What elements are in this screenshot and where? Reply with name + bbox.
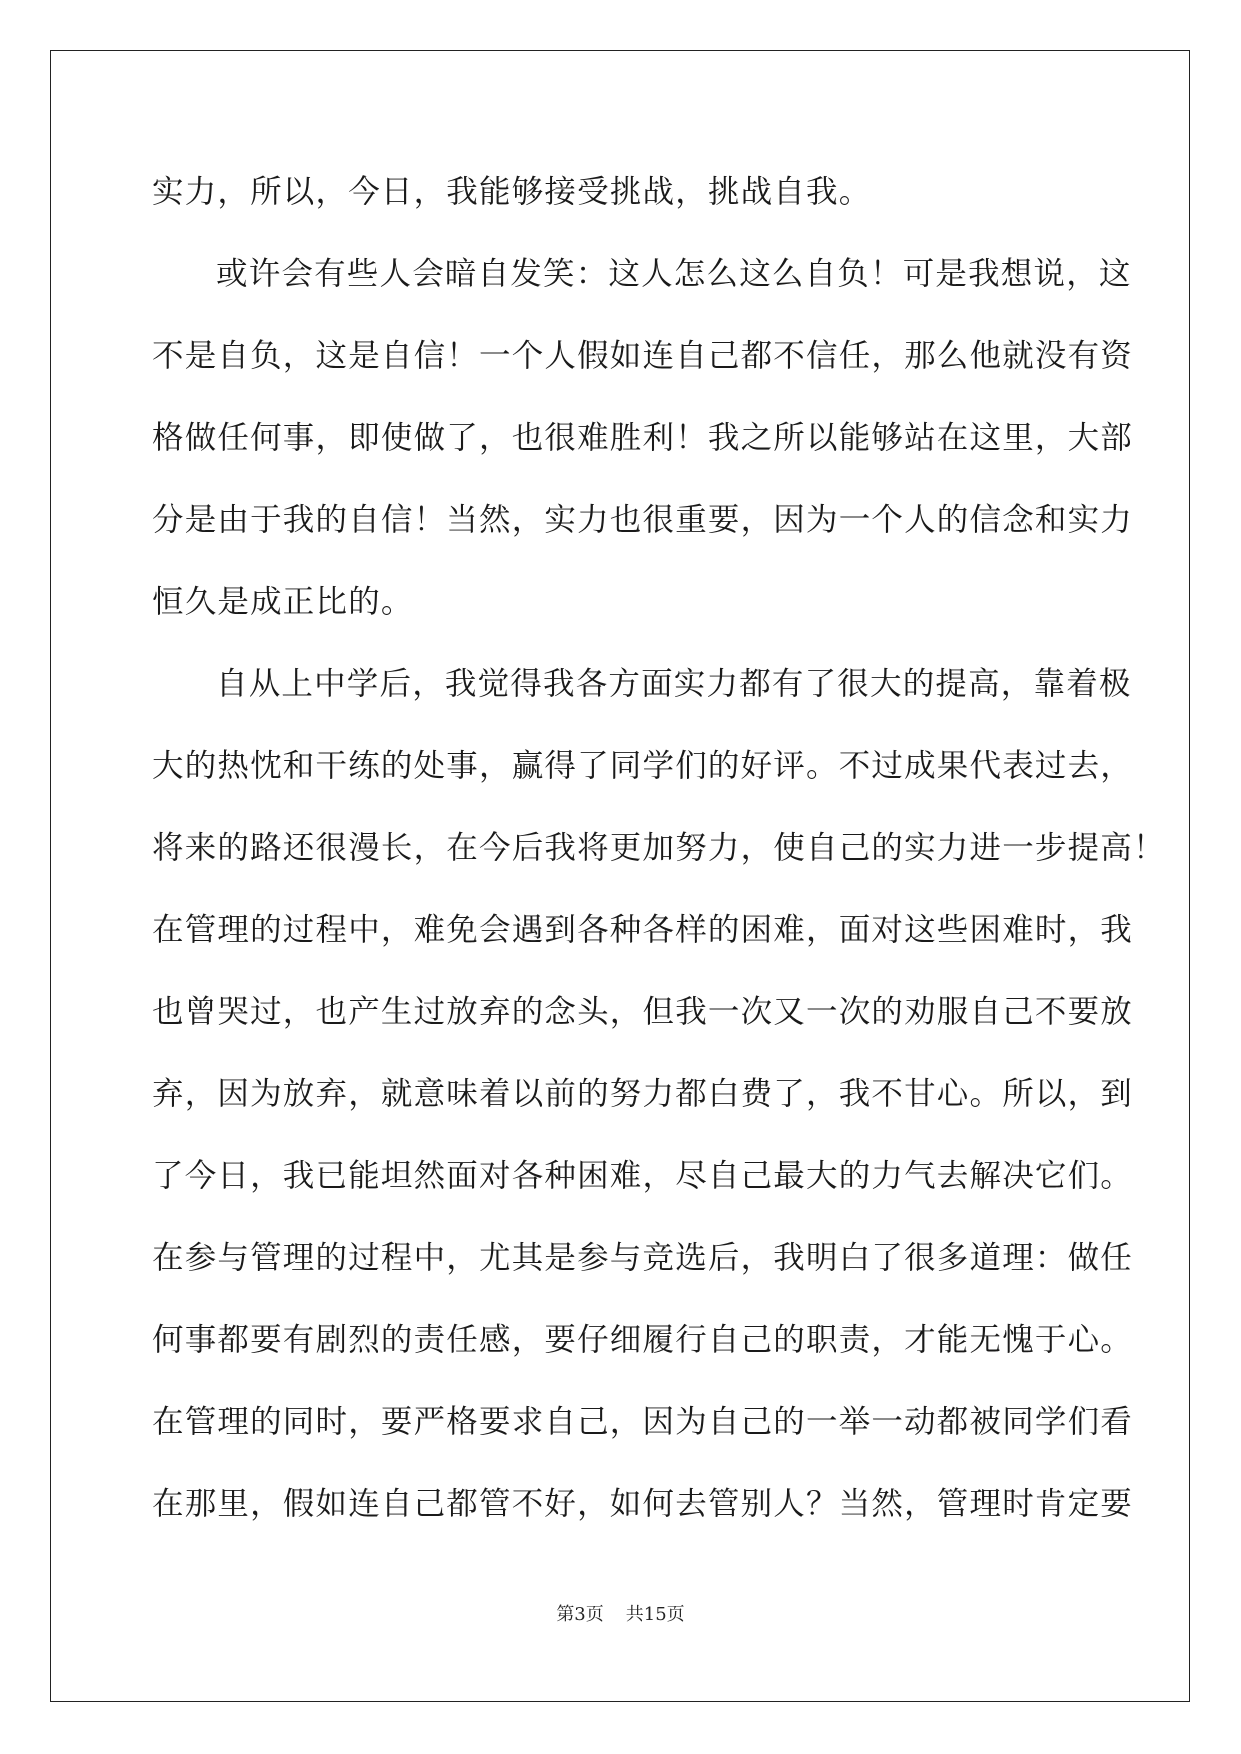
text-line: 也曾哭过，也产生过放弃的念头，但我一次又一次的劝服自己不要放 xyxy=(152,994,1134,1030)
text-line: 弃，因为放弃，就意味着以前的努力都白费了，我不甘心。所以，到 xyxy=(152,1076,1134,1112)
text-line: 将来的路还很漫长，在今后我将更加努力，使自己的实力进一步提高！ xyxy=(152,830,1166,866)
text-line: 不是自负，这是自信！一个人假如连自己都不信任，那么他就没有资 xyxy=(152,338,1134,374)
total-pages: 共15页 xyxy=(625,1604,685,1625)
text-line: 格做任何事，即使做了，也很难胜利！我之所以能够站在这里，大部 xyxy=(152,420,1134,456)
paragraph-first-line: 或许会有些人会暗自发笑：这人怎么这么自负！可是我想说，这 xyxy=(216,256,1132,292)
text-line: 在参与管理的过程中，尤其是参与竞选后，我明白了很多道理：做任 xyxy=(152,1240,1134,1276)
page-number: 第3页 xyxy=(556,1604,604,1625)
text-line: 恒久是成正比的。 xyxy=(152,584,414,620)
text-line: 了今日，我已能坦然面对各种困难，尽自己最大的力气去解决它们。 xyxy=(152,1158,1134,1194)
text-line: 大的热忱和干练的处事，赢得了同学们的好评。不过成果代表过去， xyxy=(152,748,1134,784)
document-body xyxy=(152,160,1166,1554)
page-footer xyxy=(0,1600,1241,1626)
text-line: 分是由于我的自信！当然，实力也很重要，因为一个人的信念和实力 xyxy=(152,502,1134,538)
paragraph-first-line: 自从上中学后，我觉得我各方面实力都有了很大的提高，靠着极 xyxy=(216,666,1132,702)
text-line: 在那里，假如连自己都管不好，如何去管别人？当然，管理时肯定要 xyxy=(152,1486,1134,1522)
text-line: 何事都要有剧烈的责任感，要仔细履行自己的职责，才能无愧于心。 xyxy=(152,1322,1134,1358)
text-line: 在管理的过程中，难免会遇到各种各样的困难，面对这些困难时，我 xyxy=(152,912,1134,948)
text-line: 在管理的同时，要严格要求自己，因为自己的一举一动都被同学们看 xyxy=(152,1404,1134,1440)
text-line: 实力，所以，今日，我能够接受挑战，挑战自我。 xyxy=(152,174,872,210)
